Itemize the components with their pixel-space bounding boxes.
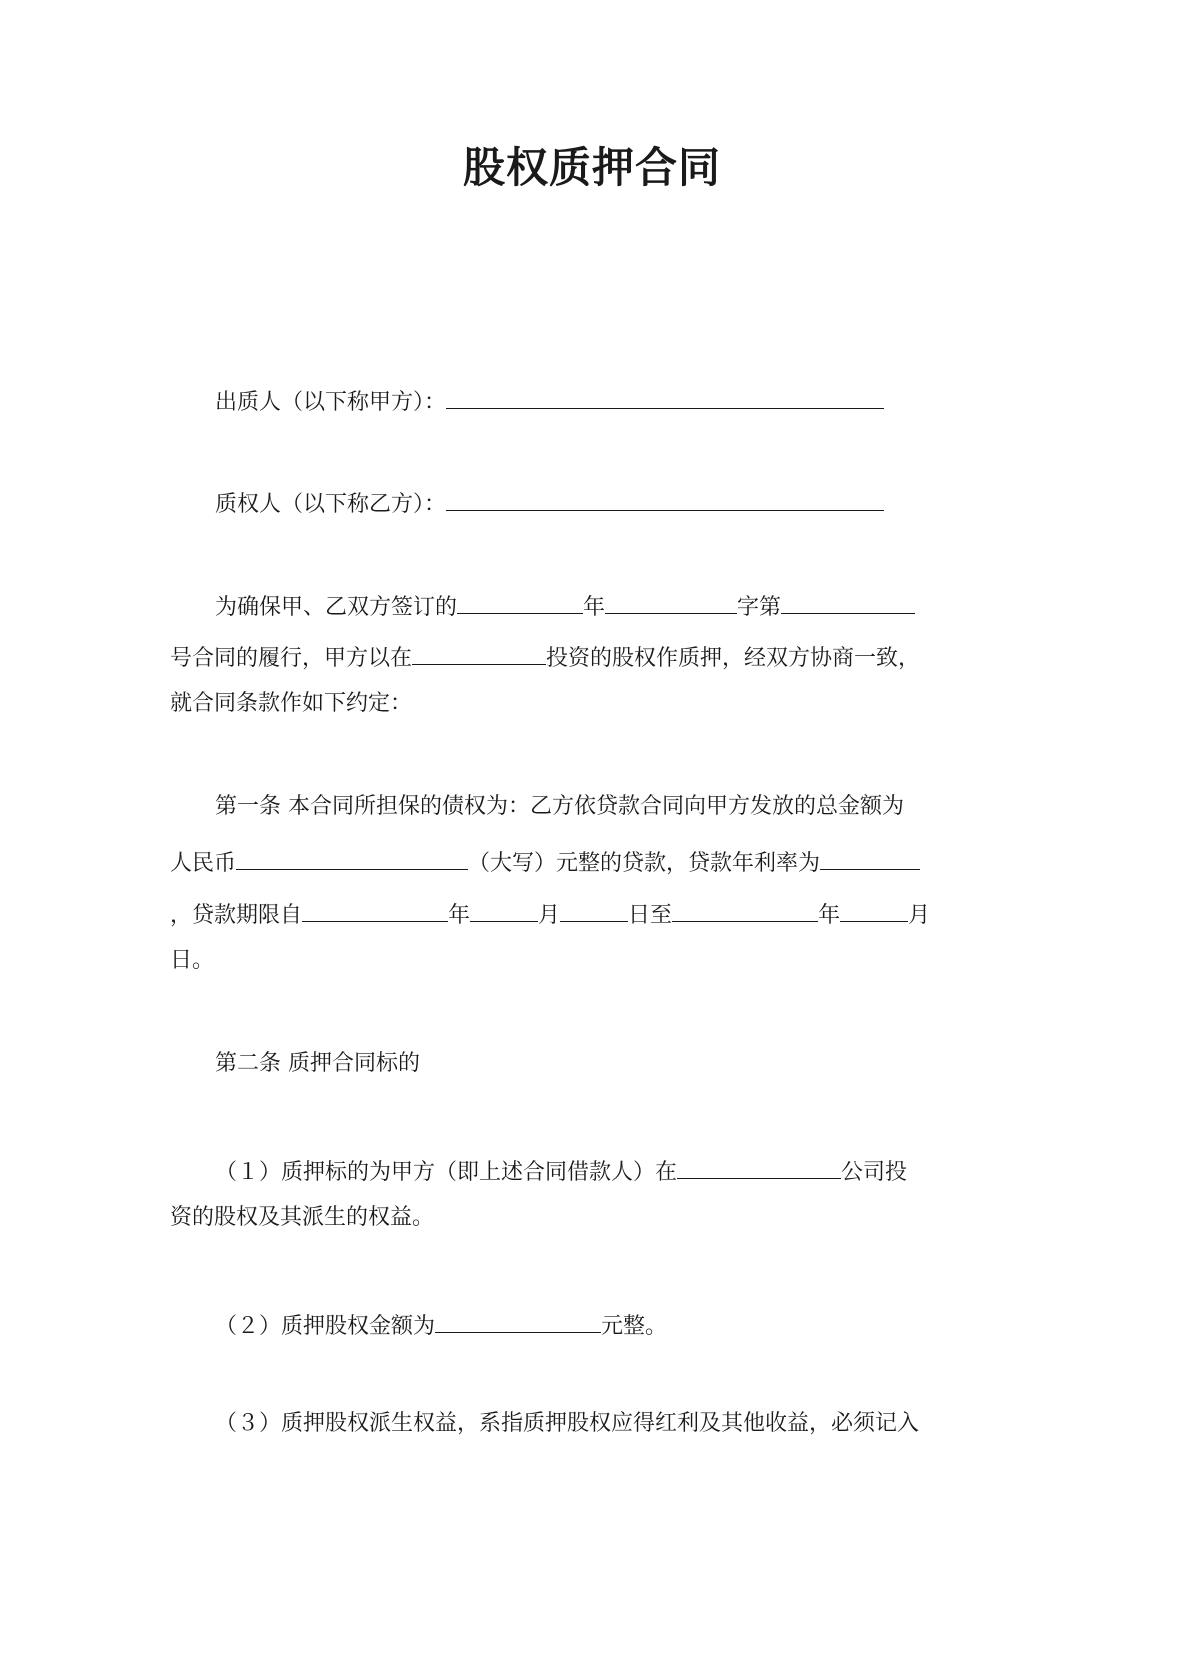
contract-year-blank <box>457 587 583 614</box>
intro-text: 字第 <box>737 595 782 620</box>
article2-heading <box>215 1049 420 1079</box>
pledgee-blank <box>446 484 884 511</box>
end-month-blank <box>840 895 908 922</box>
article2-item3-line <box>215 1409 919 1439</box>
start-month-blank <box>470 895 538 922</box>
article1-line-2 <box>170 843 920 879</box>
invest-company-blank <box>412 638 546 665</box>
article2-item1-line-2 <box>170 1203 434 1233</box>
pledged-company-blank <box>677 1152 841 1179</box>
intro-text: 投资的股权作质押，经双方协商一致， <box>546 646 921 671</box>
loan-amount-blank <box>236 843 468 870</box>
article1-text: 人民币 <box>170 851 237 876</box>
article1-text: 日。 <box>170 948 215 973</box>
article1-line-4 <box>170 946 214 976</box>
intro-text: 年 <box>583 595 606 620</box>
pledgor-line <box>215 382 884 418</box>
pledgee-label: 质权人（以下称乙方）： <box>215 492 447 517</box>
contract-number-blank <box>781 587 915 614</box>
article1-text: 月 <box>538 903 561 928</box>
start-day-blank <box>560 895 628 922</box>
article1-text: 第一条 本合同所担保的债权为：乙方依贷款合同向甲方发放的总金额为 <box>215 794 904 819</box>
article1-text: 月 <box>908 903 931 928</box>
pledgor-label: 出质人（以下称甲方）： <box>215 390 447 415</box>
intro-line-2 <box>170 638 920 674</box>
article1-line-1 <box>215 792 904 822</box>
article2-heading-text: 第二条 质押合同标的 <box>215 1051 420 1076</box>
pledgee-line <box>215 484 884 520</box>
contract-word-blank <box>605 587 737 614</box>
article2-item2-line <box>215 1306 667 1342</box>
article1-text: （大写）元整的贷款，贷款年利率为 <box>468 851 821 876</box>
article2-text: 资的股权及其派生的权益。 <box>170 1205 435 1230</box>
article2-text: （２）质押股权金额为 <box>215 1314 436 1339</box>
article1-text: 日至 <box>628 903 673 928</box>
article1-line-3 <box>170 895 930 931</box>
end-year-blank <box>672 895 818 922</box>
pledgor-blank <box>446 382 884 409</box>
intro-line-3 <box>170 689 412 719</box>
article2-text: 公司投 <box>841 1160 908 1185</box>
intro-line-1 <box>215 587 915 623</box>
intro-text: 就合同条款作如下约定： <box>170 691 413 716</box>
intro-text: 号合同的履行，甲方以在 <box>170 646 413 671</box>
article2-item1-line-1 <box>215 1152 907 1188</box>
intro-text: 为确保甲、乙双方签订的 <box>215 595 458 620</box>
article2-text: 元整。 <box>601 1314 668 1339</box>
article1-text: 年 <box>448 903 471 928</box>
article2-text: （１）质押标的为甲方（即上述合同借款人）在 <box>215 1160 678 1185</box>
article1-text: ，贷款期限自 <box>170 903 303 928</box>
article2-text: （３）质押股权派生权益，系指质押股权应得红利及其他收益，必须记入 <box>215 1411 920 1436</box>
start-year-blank <box>302 895 448 922</box>
article1-text: 年 <box>818 903 841 928</box>
pledged-amount-blank <box>435 1306 601 1333</box>
document-title: 股权质押合同 <box>462 143 721 192</box>
interest-rate-blank <box>820 843 920 870</box>
